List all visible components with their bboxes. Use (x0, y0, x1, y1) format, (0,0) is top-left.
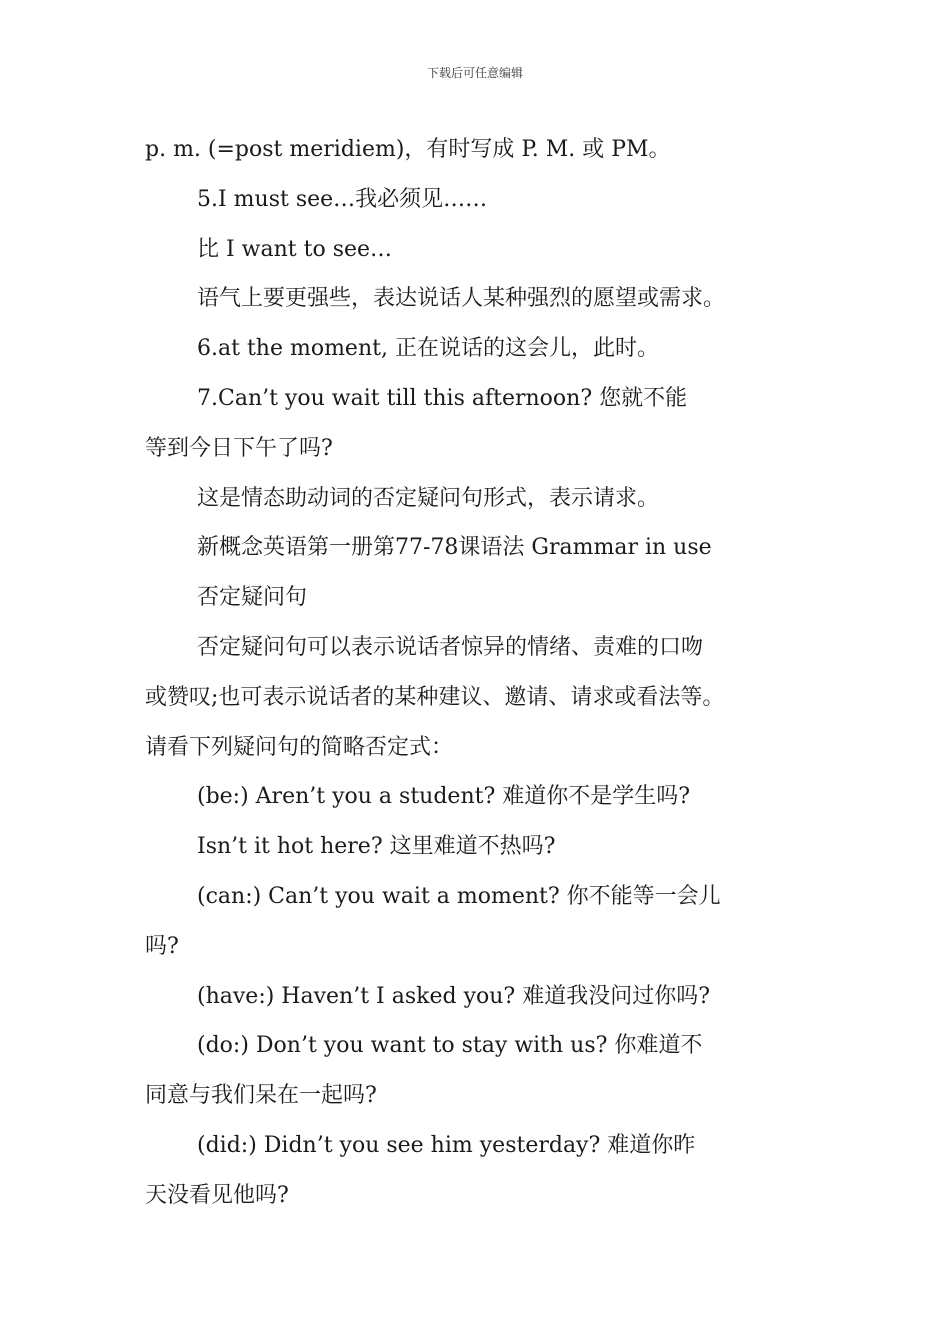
text-line: 等到今日下午了吗? (145, 435, 333, 461)
section-title: 新概念英语第一册第77-78课语法 Grammar in use (197, 535, 712, 561)
example-line: 天没看见他吗? (145, 1182, 289, 1208)
document-body (145, 128, 820, 1224)
example-line: (can:) Can’t you wait a moment? 你不能等一会儿 (197, 883, 721, 909)
text-line: 否定疑问句可以表示说话者惊异的情绪、责难的口吻 (197, 634, 704, 660)
example-line: (do:) Don’t you want to stay with us? 你难道不 (197, 1033, 703, 1059)
example-line: 吗? (145, 933, 179, 959)
example-line: Isn’t it hot here? 这里难道不热吗? (197, 834, 556, 860)
example-line: 同意与我们呆在一起吗? (145, 1083, 377, 1109)
text-line: 6.at the moment, 正在说话的这会儿，此时。 (197, 336, 659, 362)
text-line: 比 I want to see… (197, 236, 393, 262)
example-line: (be:) Aren’t you a student? 难道你不是学生吗? (197, 784, 691, 810)
page-header: 下载后可任意编辑 (426, 66, 523, 80)
text-line: 或赞叹;也可表示说话者的某种建议、邀请、请求或看法等。 (145, 684, 725, 710)
text-line: 7.Can’t you wait till this afternoon? 您就不能 (197, 385, 688, 411)
text-line: 这是情态助动词的否定疑问句形式，表示请求。 (197, 485, 660, 511)
text-line: p. m. (=post meridiem)，有时写成 P. M. 或 PM。 (145, 137, 671, 162)
text-line: 语气上要更强些，表达说话人某种强烈的愿望或需求。 (197, 286, 726, 312)
example-line: (have:) Haven’t I asked you? 难道我没问过你吗? (197, 983, 710, 1009)
text-line: 5.I must see…我必须见…… (197, 186, 488, 212)
section-subtitle: 否定疑问句 (197, 585, 308, 611)
example-line: (did:) Didn’t you see him yesterday? 难道你昨 (197, 1132, 696, 1158)
text-line: 请看下列疑问句的简略否定式： (145, 734, 454, 760)
